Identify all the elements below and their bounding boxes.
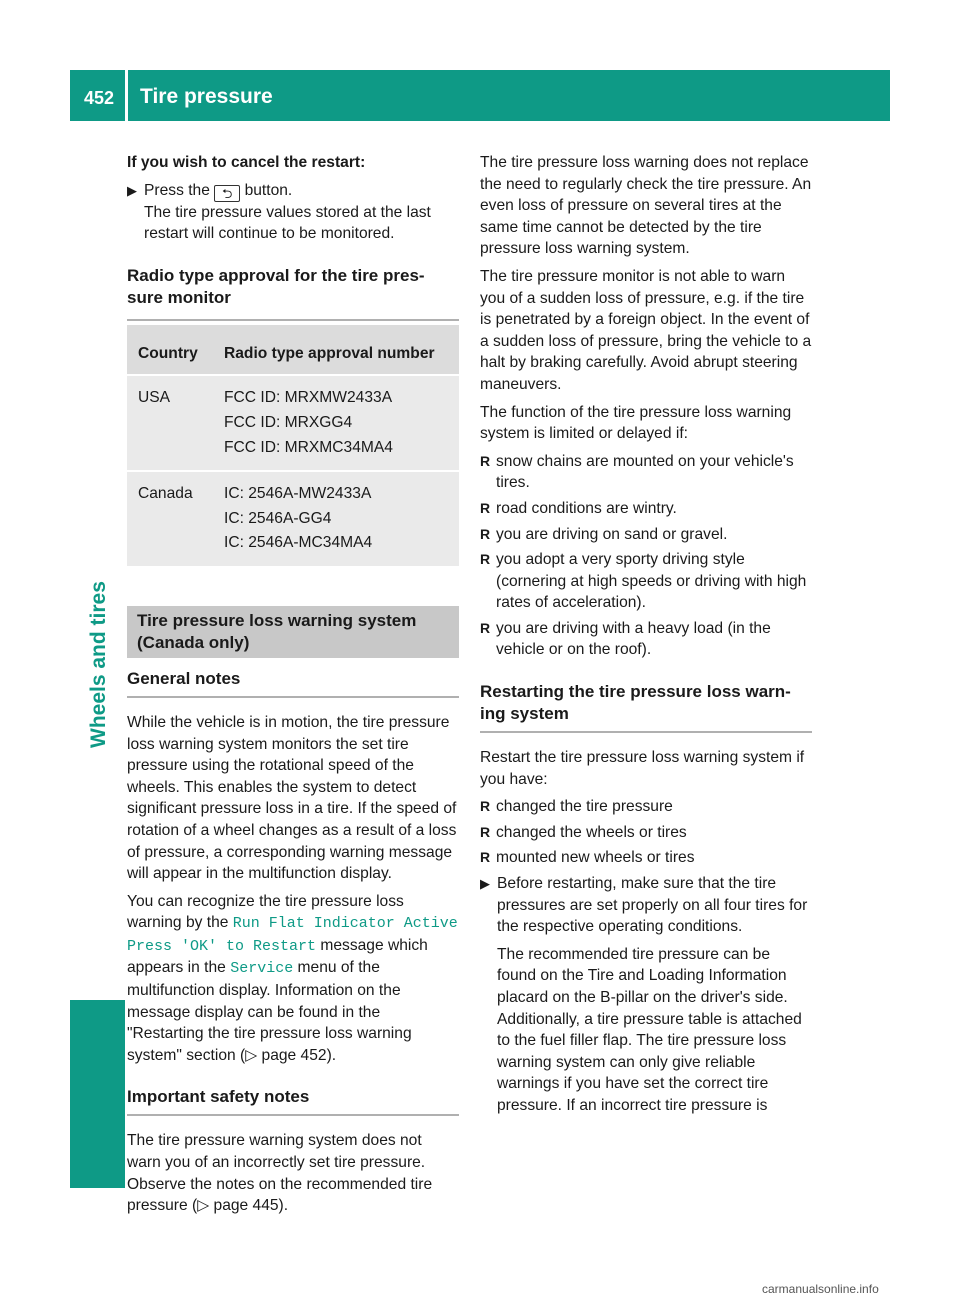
back-button-icon: ⮌: [214, 185, 240, 202]
bullet-icon: R: [480, 798, 491, 815]
restart-heading-l2: ing system: [480, 704, 569, 724]
list-item-text: road conditions are wintry.: [496, 499, 677, 517]
cancel-step-text-b: button.: [244, 181, 293, 199]
section-title-l2: (Canada only): [137, 632, 250, 652]
bullet-icon: R: [480, 551, 491, 568]
table-cell-country: Canada: [127, 471, 213, 566]
radio-heading-l1: Radio type approval for the tire pres-: [127, 265, 425, 285]
right-p2: The tire pressure monitor is not able to warn you of a sudden loss of pressure, e.g. if the tire is penetrated by a foreign object. In the event of a sudden loss of pressure, bring the vehicle to a halt by braking carefully. Avoid abrupt steering maneuvers.: [480, 267, 812, 393]
page-title: Tire pressure: [140, 85, 273, 108]
bullet-icon: R: [480, 452, 491, 469]
list-item-text: snow chains are mounted on your vehicle's tires.: [496, 452, 794, 492]
header-divider: [125, 70, 128, 121]
general-notes-p2-c: menu of the multifunction display. Information on the message display can be found in the "Restarting the tire pressure loss warning system" section: [127, 959, 412, 1064]
table-row: [127, 471, 459, 566]
bullet-icon: R: [480, 849, 491, 866]
approval-number: FCC ID: MRXMW2433A: [224, 389, 393, 407]
step-arrow-icon: ▶: [127, 182, 137, 198]
watermark: carmanualsonline.info: [762, 1282, 879, 1296]
list-item: [480, 549, 812, 614]
side-tab-label: Wheels and tires: [87, 581, 110, 748]
cancel-step-text-a: Press the: [144, 181, 210, 199]
radio-heading-l2: sure monitor: [127, 287, 231, 307]
right-p1: The tire pressure loss warning does not replace the need to regularly check the tire pressure. An even loss of pressure on several tires at the same time cannot be detected by the tire pressure loss warning system.: [480, 154, 812, 258]
table-cell-country: USA: [127, 375, 213, 471]
general-notes-p1: While the vehicle is in motion, the tire pressure loss warning system monitors the set tire pressure using the rotational speed of the wheels. This enables the system to detect significant pressure loss in a tire. If the speed of rotation of a wheel changes as a result of a loss of pressure, a corresponding warning message will appear in the multifunction display.: [127, 713, 457, 883]
right-p3: The function of the tire pressure loss warning system is limited or delayed if:: [480, 403, 792, 443]
list-item: [480, 847, 812, 869]
display-menu-name: Service: [230, 960, 294, 978]
restart-step-note: The recommended tire pressure can be found on the Tire and Loading Information placard on the B-pillar on the driver's side. Additionally, a tire pressure table is attached to the fuel filler flap. The tire pressure loss warning system can only give reliable warnings if you have set the correct tire pressure. If an incorrect tire pressure is: [497, 945, 802, 1114]
bullet-icon: R: [480, 619, 491, 636]
table-row: [127, 375, 459, 471]
section-title-box: [127, 606, 459, 658]
restart-heading: [480, 681, 812, 733]
approval-number: FCC ID: MRXGG4: [224, 413, 353, 431]
table-header-country: Country: [127, 324, 213, 376]
page-number: 452: [84, 88, 115, 108]
bullet-icon: R: [480, 823, 491, 840]
list-item-text: changed the wheels or tires: [496, 823, 687, 841]
radio-approval-table-wrap: [127, 319, 459, 566]
display-message-1: Run Flat Indicator Active: [232, 915, 458, 933]
restart-intro: Restart the tire pressure loss warning system if you have:: [480, 749, 805, 788]
table-cell-numbers: [213, 375, 459, 471]
general-notes-p2-b: message which appears in the: [127, 936, 428, 977]
list-item-text: mounted new wheels or tires: [496, 849, 695, 867]
left-column: [127, 152, 459, 1223]
list-item: [480, 451, 812, 494]
bullet-icon: R: [480, 525, 491, 542]
list-item: [480, 618, 812, 661]
general-notes-heading: General notes: [127, 668, 459, 698]
safety-notes-heading: Important safety notes: [127, 1086, 459, 1116]
list-item-text: you are driving with a heavy load (in the vehicle or on the roof).: [496, 619, 771, 659]
approval-number: IC: 2546A-GG4: [224, 509, 332, 527]
cancel-step: [127, 180, 459, 245]
list-item-text: you are driving on sand or gravel.: [496, 525, 728, 543]
cancel-step-note: The tire pressure values stored at the last restart will continue to be monitored.: [144, 203, 431, 243]
approval-number: FCC ID: MRXMC34MA4: [224, 438, 393, 456]
list-item: [480, 498, 812, 520]
bullet-icon: R: [480, 499, 491, 516]
list-item: [480, 822, 812, 844]
list-item: [480, 524, 812, 546]
general-notes-p2-a: You can recognize the tire pressure loss warning by the: [127, 892, 404, 932]
radio-approval-table: [127, 323, 459, 566]
restart-step-text: Before restarting, make sure that the tire pressures are set properly on all four tires for the respective operating conditions.: [497, 875, 808, 936]
list-item-text: you adopt a very sporty driving style (cornering at high speeds or driving with high rates of acceleration).: [496, 551, 807, 612]
side-tab-block: [70, 1000, 125, 1188]
safety-notes-p1: The tire pressure warning system does not warn you of an incorrectly set tire pressure. Observe the notes on the recommended tire pressure (▷ page 445).: [127, 1132, 433, 1215]
list-item-text: changed the tire pressure: [496, 798, 673, 816]
cancel-heading: If you wish to cancel the restart:: [127, 154, 366, 171]
general-notes-p2: [127, 891, 459, 1067]
approval-number: IC: 2546A-MC34MA4: [224, 534, 373, 552]
right-column: [480, 152, 812, 1123]
display-message-2: Press 'OK' to Restart: [127, 937, 317, 955]
restart-step: [480, 873, 812, 938]
restart-heading-l1: Restarting the tire pressure loss warn-: [480, 682, 791, 702]
section-title-l1: Tire pressure loss warning system: [137, 610, 417, 630]
list-item: [480, 796, 812, 818]
table-header-number: Radio type approval number: [213, 324, 459, 376]
step-arrow-icon: ▶: [480, 876, 490, 892]
radio-heading: [127, 265, 459, 313]
table-header-row: [127, 324, 459, 376]
page-reference-link[interactable]: (▷ page 452).: [240, 1046, 337, 1064]
approval-number: IC: 2546A-MW2433A: [224, 485, 372, 503]
table-cell-numbers: [213, 471, 459, 566]
